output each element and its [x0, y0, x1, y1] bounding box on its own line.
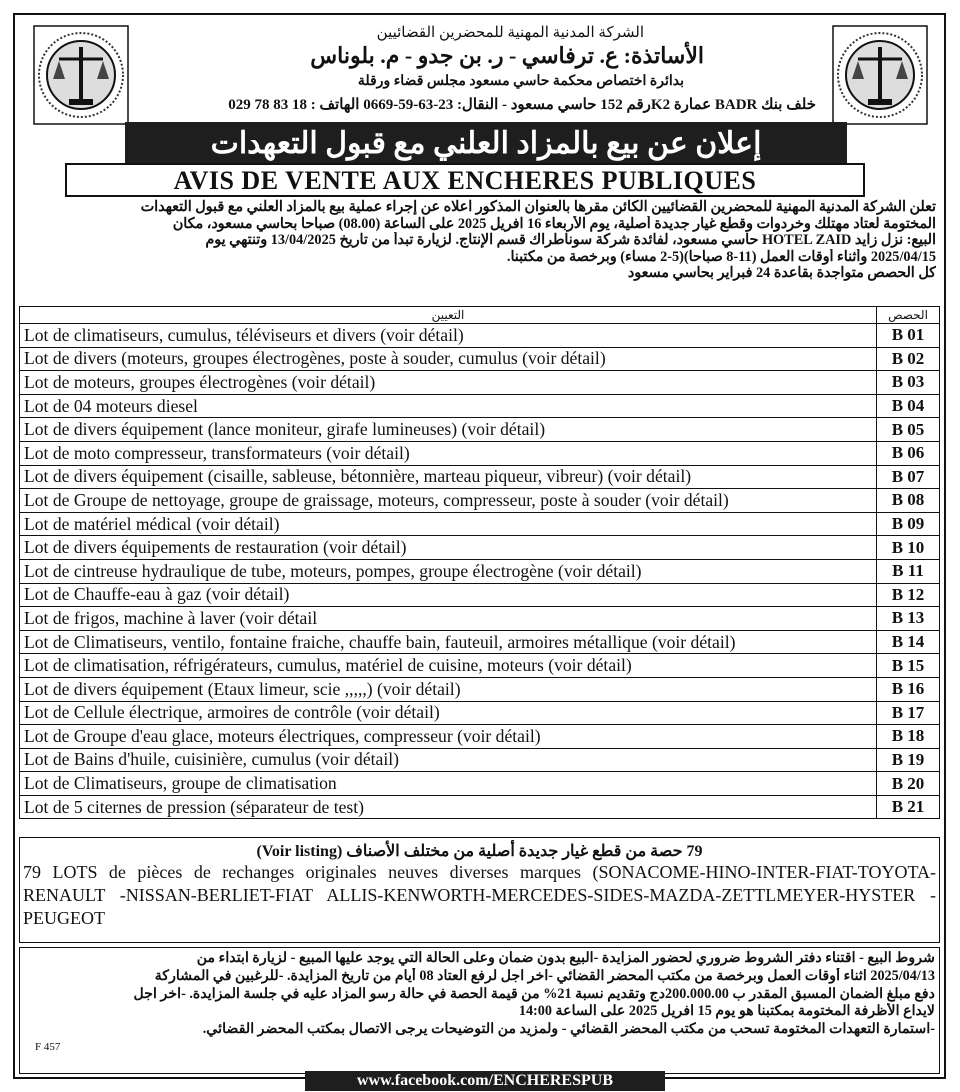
intro-line: تعلن الشركة المدنية المهنية للمحضرين القضائيين الكائن مقرها بالعنوان المذكور اعلاه عن إجراء عملية بيع بالمزاد العلني مع قبول التعهدات: [140, 199, 936, 215]
table-row: [20, 418, 940, 442]
lot-description: Lot de climatiseurs, cumulus, téléviseurs et divers (voir détail): [20, 324, 877, 348]
header-lots: الحصص: [877, 307, 940, 324]
table-row: [20, 489, 940, 513]
lot-description: Lot de Cellule électrique, armoires de contrôle (voir détail): [20, 701, 877, 725]
table-row: [20, 441, 940, 465]
table-row: [20, 559, 940, 583]
condition-line: دفع مبلغ الضمان المسبق المقدر ب 200.000.00دج وتقديم نسبة 21% من قيمة الحصة في حالة رسو المزاد عليه في جلسة المزايدة. -اخر اجل: [133, 985, 935, 1002]
lot-description: Lot de Climatiseurs, groupe de climatisation: [20, 772, 877, 796]
spare-parts-french: 79 LOTS de pièces de rechanges originales neuves diverses marques (SONACOME-HINO-INTER-FIAT-TOYOTA-RENAULT -NISSAN-BERLIET-FIAT ALLIS-KENWORTH-MERCEDES-SIDES-MAZDA-ZETTLMEYER-HYSTER -PEUGEOT: [23, 862, 936, 928]
intro-line: البيع: نزل زايد HOTEL ZAID حاسي مسعود، لفائدة شركة سوناطراك قسم الإنتاج. لزيارة تبدأ من تاريخ 13/04/2025 وتنتهي يوم: [205, 232, 936, 248]
table-row: [20, 371, 940, 395]
sale-conditions: [19, 947, 940, 1074]
intro-text: [19, 199, 936, 282]
header-designation: التعيين: [20, 307, 877, 324]
auction-notice: [13, 13, 946, 1089]
lot-code: B 14: [877, 630, 940, 654]
lot-description: Lot de divers équipements de restauration (voir détail): [20, 536, 877, 560]
facebook-link[interactable]: www.facebook.com/ENCHERESPUB: [305, 1071, 665, 1091]
lot-code: B 17: [877, 701, 940, 725]
lot-description: Lot de Groupe d'eau glace, moteurs électriques, compresseur (voir détail): [20, 725, 877, 749]
lot-code: B 19: [877, 748, 940, 772]
table-row: [20, 536, 940, 560]
lot-code: B 15: [877, 654, 940, 678]
lot-code: B 01: [877, 324, 940, 348]
table-row: [20, 512, 940, 536]
lot-code: B 06: [877, 441, 940, 465]
condition-line: 2025/04/13 اثناء أوقات العمل وبرخصة من مكتب المحضر القضائي -اخر اجل لرفع العتاد 08 أيام من تاريخ المزايدة. -للرغبين في المشاركة: [154, 967, 935, 984]
table-row: [20, 583, 940, 607]
jurisdiction: بدائرة اختصاص محكمة حاسي مسعود مجلس قضاء ورقلة: [357, 74, 684, 89]
lot-description: Lot de cintreuse hydraulique de tube, moteurs, pompes, groupe électrogène (voir détail): [20, 559, 877, 583]
bailiff-names: الأساتذة: ع. ترفاسي - ر. بن جدو - م. بلوناس: [310, 43, 704, 68]
table-row: [20, 394, 940, 418]
lot-code: B 16: [877, 677, 940, 701]
condition-line: لايداع الأظرفة المختومة بمكتبنا هو يوم 15 افريل 2025 على الساعة 14:00: [518, 1003, 935, 1020]
lot-description: Lot de Bains d'huile, cuisinière, cumulus (voir détail): [20, 748, 877, 772]
lot-description: Lot de climatisation, réfrigérateurs, cumulus, matériel de cuisine, moteurs (voir détail): [20, 654, 877, 678]
lot-description: Lot de 04 moteurs diesel: [20, 394, 877, 418]
condition-line: شروط البيع - اقتناء دفتر الشروط ضروري لحضور المزايدة -البيع بدون ضمان وعلى الحالة التي يوجد عليها المبيع - لزيارة ابتداء من: [196, 950, 935, 966]
lot-code: B 20: [877, 772, 940, 796]
lot-code: B 12: [877, 583, 940, 607]
table-row: [20, 795, 940, 819]
title-french: AVIS DE VENTE AUX ENCHERES PUBLIQUES: [65, 163, 865, 197]
intro-line: 2025/04/15 وأثناء أوقات العمل (11-8 صباحا)(5-2 مساء) وبرخصة من مكتبنا.: [506, 248, 936, 265]
lot-description: Lot de divers équipement (cisaille, sableuse, bétonnière, marteau piqueur, vibreur) (voir détail): [20, 465, 877, 489]
condition-line: -استمارة التعهدات المختومة تسحب من مكتب المحضر القضائي - ولمزيد من التوضيحات يرجى الاتصال بمكتب المحضر القضائي.: [202, 1021, 935, 1038]
lot-code: B 18: [877, 725, 940, 749]
lot-description: Lot de moteurs, groupes électrogènes (voir détail): [20, 371, 877, 395]
table-row: [20, 607, 940, 631]
table-row: [20, 630, 940, 654]
table-row: [20, 654, 940, 678]
lot-description: Lot de Chauffe-eau à gaz (voir détail): [20, 583, 877, 607]
header: [15, 15, 944, 135]
table-row: [20, 701, 940, 725]
lot-code: B 02: [877, 347, 940, 371]
table-row: [20, 465, 940, 489]
spare-parts-arabic: 79 حصة من قطع غيار جديدة أصلية من مختلف الأصناف (Voir listing): [256, 843, 703, 860]
lot-description: Lot de divers équipement (Etaux limeur, scie ,,,,,) (voir détail): [20, 677, 877, 701]
lot-description: Lot de divers (moteurs, groupes électrogènes, poste à souder, cumulus (voir détail): [20, 347, 877, 371]
lots-body: [20, 324, 940, 819]
justice-scale-logo-icon: [33, 25, 129, 125]
title-arabic: إعلان عن بيع بالمزاد العلني مع قبول التعهدات: [125, 122, 847, 166]
table-row: [20, 347, 940, 371]
lot-description: Lot de 5 citernes de pression (séparateur de test): [20, 795, 877, 819]
reference-code: F 457: [35, 1041, 61, 1053]
table-header-row: [20, 307, 940, 324]
table-row: [20, 725, 940, 749]
lot-code: B 08: [877, 489, 940, 513]
lot-code: B 07: [877, 465, 940, 489]
lot-code: B 03: [877, 371, 940, 395]
spare-parts-section: [19, 837, 940, 943]
lot-description: Lot de moto compresseur, transformateurs (voir détail): [20, 441, 877, 465]
lot-description: Lot de Climatiseurs, ventilo, fontaine fraiche, chauffe bain, fauteuil, armoires métallique (voir détail): [20, 630, 877, 654]
justice-scale-logo-icon: [832, 25, 928, 125]
lot-description: Lot de Groupe de nettoyage, groupe de graissage, moteurs, compresseur, poste à souder (voir détail): [20, 489, 877, 513]
lot-code: B 09: [877, 512, 940, 536]
lot-code: B 05: [877, 418, 940, 442]
lot-code: B 11: [877, 559, 940, 583]
lot-code: B 13: [877, 607, 940, 631]
table-row: [20, 324, 940, 348]
lot-description: Lot de divers équipement (lance moniteur, girafe lumineuses) (voir détail): [20, 418, 877, 442]
table-row: [20, 677, 940, 701]
lot-description: Lot de matériel médical (voir détail): [20, 512, 877, 536]
intro-line: المختومة لعتاد مهتلك وخردوات وقطع غيار جديدة أصلية، يوم الأربعاء 16 افريل 2025 على الساعة (08.00) صباحا بحاسي مسعود، مكان: [172, 215, 936, 232]
table-row: [20, 772, 940, 796]
lot-description: Lot de frigos, machine à laver (voir détail: [20, 607, 877, 631]
lots-table: [19, 306, 940, 819]
intro-line: كل الحصص متواجدة بقاعدة 24 فبراير بحاسي مسعود: [627, 265, 936, 281]
lot-code: B 10: [877, 536, 940, 560]
lot-code: B 04: [877, 394, 940, 418]
address-contact: خلف بنك BADR عمارة K2رقم 152 حاسي مسعود - النقال: 23-63-59-0669 الهاتف : 18 83 78 029: [228, 97, 816, 113]
table-row: [20, 748, 940, 772]
company-name: الشركة المدنية المهنية للمحضرين القضائيين: [376, 25, 644, 41]
lot-code: B 21: [877, 795, 940, 819]
